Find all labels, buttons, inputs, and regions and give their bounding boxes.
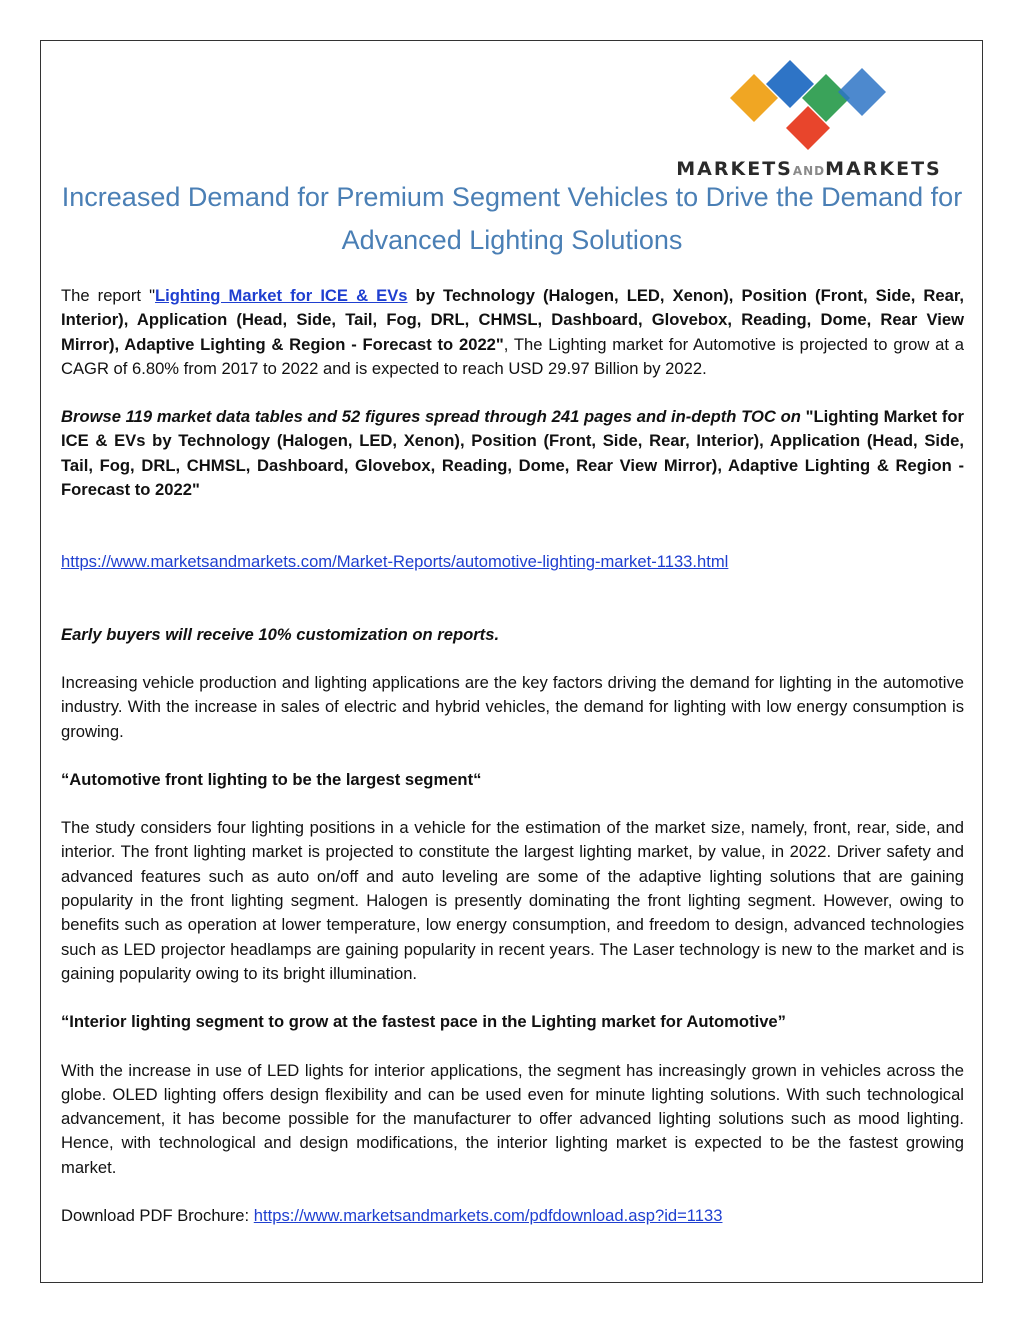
report-title-link[interactable]: Lighting Market for ICE & EVs: [155, 286, 408, 305]
browse-paragraph: Browse 119 market data tables and 52 figures spread through 241 pages and in-depth TOC on "Lighting Market for ICE & EVs by Technology (Halogen, LED, Xenon), Position (Front, Side, Rear, Interior), Application (Head, Side, Tail, Fog, DRL, CHMSL, Dashboard, Glovebox, Reading, Dome, Rear View Mirror), Adaptive Lighting & Region - Forecast to 2022": [61, 407, 964, 500]
marketsandmarkets-logo: [650, 60, 968, 180]
download-brochure-line: Download PDF Brochure: https://www.marketsandmarkets.com/pdfdownload.asp?id=1133: [61, 1206, 723, 1226]
drivers-paragraph: Increasing vehicle production and lighting applications are the key factors driving the demand for lighting in the automotive industry. With the increase in sales of electric and hybrid vehicles, the demand for lighting with low energy consumption is growing.: [61, 672, 964, 741]
document-body: [61, 284, 964, 1228]
report-url-link[interactable]: https://www.marketsandmarkets.com/Market-Reports/automotive-lighting-market-1133.html: [61, 552, 729, 572]
intro-paragraph: The report "Lighting Market for ICE & EVs by Technology (Halogen, LED, Xenon), Position (Front, Side, Rear, Interior), Application (Head, Side, Tail, Fog, DRL, CHMSL, Dashboard, Glovebox, Reading, Dome, Rear View Mirror), Adaptive Lighting & Region - Forecast to 2022", The Lighting market for Automotive is projected to grow at a CAGR of 6.80% from 2017 to 2022 and is expected to reach USD 29.97 Billion by 2022.: [61, 286, 964, 378]
section-heading-interior: “Interior lighting segment to grow at the fastest pace in the Lighting market for Automotive”: [61, 1012, 786, 1032]
interior-lighting-paragraph: With the increase in use of LED lights for interior applications, the segment has increasingly grown in vehicles across the globe. OLED lighting offers design flexibility and can be used even for minute lighting solutions. With such technological advancement, it has become possible for the manufacturer to offer advanced lighting solutions such as mood lighting. Hence, with technological and design modifications, the interior lighting market is expected to be the fastest growing market.: [61, 1060, 964, 1177]
logo-diamond-blue-right: [838, 68, 886, 116]
pdf-brochure-link[interactable]: https://www.marketsandmarkets.com/pdfdownload.asp?id=1133: [253, 1206, 723, 1226]
report-url-paragraph: [61, 550, 964, 574]
diamond-logo-icon: [722, 60, 892, 156]
section-heading-front: “Automotive front lighting to be the largest segment“: [61, 769, 482, 789]
front-lighting-paragraph: The study considers four lighting positions in a vehicle for the estimation of the market size, namely, front, rear, side, and interior. The front lighting market is projected to constitute the largest lighting market, by value, in 2022. Driver safety and advanced features such as auto on/off and auto leveling are some of the adaptive lighting solutions that are gaining popularity in the front lighting segment. Halogen is presently dominating the front lighting segment. However, owing to benefits such as operation at lower temperature, low energy consumption, and freedom to design, advanced technologies such as LED projector headlamps are gaining popularity in recent years. The Laser technology is new to the market and is gaining popularity owing to its bright illumination.: [61, 818, 964, 983]
early-buyers-note: Early buyers will receive 10% customization on reports.: [61, 624, 500, 644]
logo-wordmark: MARKETSANDMARKETS: [676, 158, 942, 180]
page-title: Increased Demand for Premium Segment Vehicles to Drive the Demand for Advanced Lighting Solutions: [61, 182, 963, 255]
